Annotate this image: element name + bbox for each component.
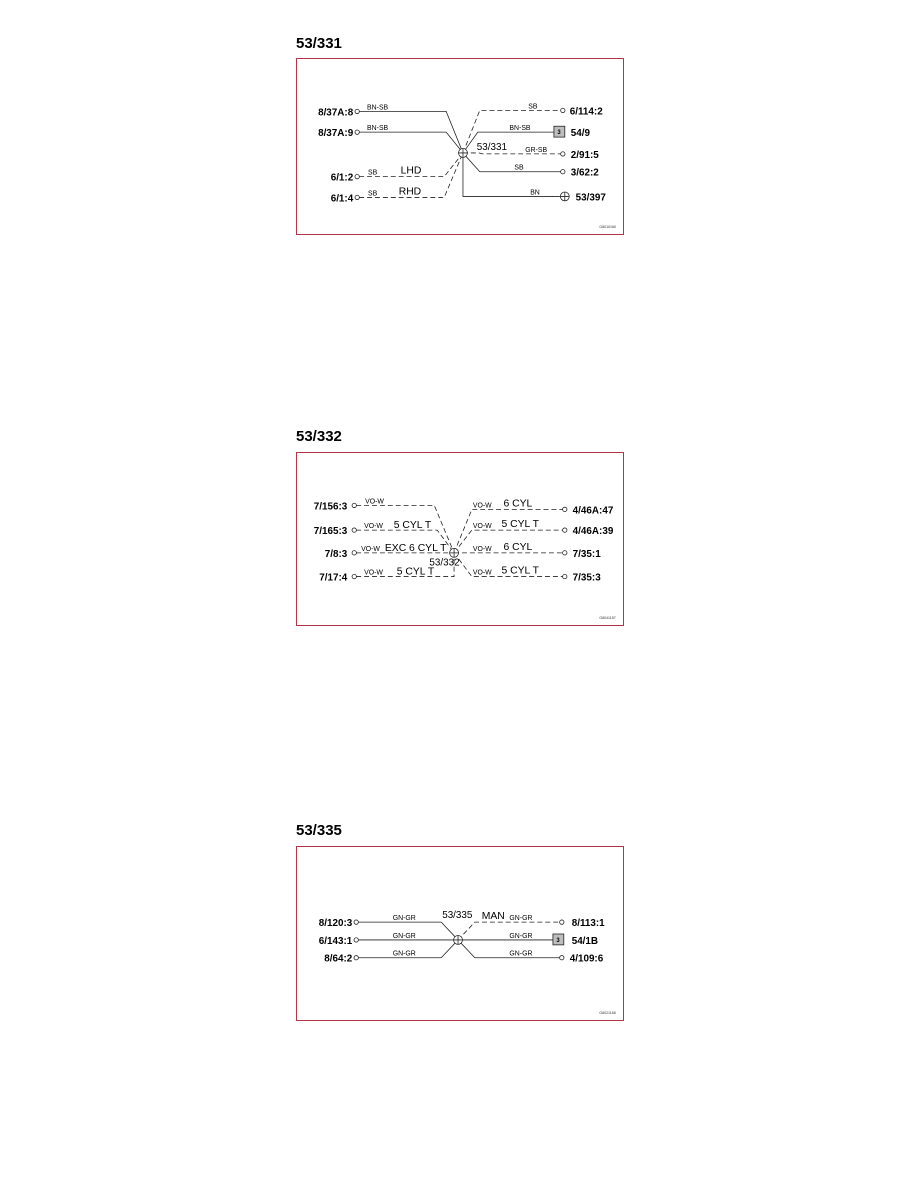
diagram-panel-53-332: [296, 452, 624, 626]
terminal-label: 4/46A:39: [572, 526, 614, 538]
terminal-label: 7/156:3: [313, 501, 348, 513]
wire-color-label: BN: [530, 189, 540, 197]
wiring-diagram-53-332: [297, 453, 623, 625]
pin-right-3: [561, 152, 565, 156]
wire-left-2: [359, 132, 463, 153]
pin-right-1: [563, 507, 567, 511]
wire-color-label: VO-W: [364, 523, 383, 531]
figure-code: G8010160: [599, 225, 616, 230]
pin-right-2: [563, 528, 567, 532]
terminal-label: 8/113:1: [571, 918, 605, 930]
wire-color-label: GN-GR: [509, 950, 533, 958]
wire-color-label: VO-W: [472, 523, 492, 531]
diagram-panel-53-335: [296, 846, 624, 1021]
figure-code: G8041157: [599, 616, 616, 621]
component-box-label: 3: [557, 130, 561, 137]
splice-node-icon: [454, 935, 463, 944]
wire-condition-note: 6 CYL: [503, 541, 533, 553]
wire-color-label: SB: [528, 103, 538, 111]
wire-color-label: VO-W: [364, 569, 383, 577]
terminal-label: 6/1:2: [330, 172, 354, 184]
pin-left-4: [355, 195, 359, 199]
wiring-diagram-53-335: [297, 847, 623, 1020]
terminal-label: 53/397: [575, 192, 606, 204]
wire-condition-note: EXC 6 CYL T: [384, 542, 447, 554]
wire-condition-note: MAN: [481, 911, 505, 923]
terminal-label: 6/1:4: [330, 193, 354, 205]
wire-color-label: GN-GR: [509, 932, 533, 940]
wire-color-label: VO-W: [472, 545, 492, 553]
terminal-label: 3/62:2: [570, 167, 599, 179]
pin-left-3: [352, 551, 356, 555]
wire-condition-note: 5 CYL T: [396, 566, 435, 578]
wire-color-label: BN-SB: [367, 125, 389, 133]
wire-color-label: VO-W: [365, 498, 384, 506]
diagram-title-53-332: 53/332: [296, 428, 342, 445]
terminal-label: 8/64:2: [324, 953, 353, 965]
splice-node-label: 53/331: [476, 141, 508, 153]
terminal-label: 6/143:1: [318, 935, 353, 947]
figure-code: G8021168: [599, 1011, 616, 1016]
wire-condition-note: LHD: [400, 165, 422, 177]
wire-condition-note: RHD: [398, 186, 422, 198]
splice-node-label: 53/332: [429, 557, 460, 569]
ground-point-53-397: [560, 192, 569, 201]
splice-node-label: 53/335: [442, 910, 473, 922]
splice-node-icon: [459, 148, 468, 157]
wire-condition-note: 6 CYL: [503, 498, 533, 510]
wire-color-label: VO-W: [472, 569, 492, 577]
terminal-label: 4/109:6: [569, 953, 604, 965]
terminal-label: 7/165:3: [313, 526, 348, 538]
wire-color-label: VO-W: [472, 502, 492, 510]
wire-right-4: [463, 153, 561, 172]
terminal-label: 7/35:1: [572, 548, 601, 560]
pin-left-2: [352, 528, 356, 532]
component-box-label: 3: [556, 937, 560, 944]
terminal-label: 7/8:3: [324, 548, 348, 560]
pin-left-3: [355, 174, 359, 178]
wire-right-5: [463, 153, 560, 197]
terminal-label: 8/120:3: [318, 918, 353, 930]
wire-color-label: GN-GR: [392, 950, 416, 958]
pin-right-4: [561, 170, 565, 174]
wire-color-label: GN-GR: [392, 932, 416, 940]
diagram-title-53-335: 53/335: [296, 822, 342, 839]
diagram-title-53-331: 53/331: [296, 35, 342, 52]
terminal-label: 8/37A:8: [318, 107, 354, 119]
wire-color-label: GN-GR: [509, 915, 533, 923]
pin-left-2: [355, 130, 359, 134]
wire-condition-note: 5 CYL T: [393, 520, 432, 532]
diagram-panel-53-331: [296, 58, 624, 235]
pin-left-3: [354, 956, 358, 960]
pin-left-2: [354, 938, 358, 942]
wire-condition-note: 5 CYL T: [501, 519, 539, 531]
terminal-label: 7/17:4: [319, 572, 348, 584]
wire-color-label: SB: [368, 190, 378, 198]
wire-color-label: VO-W: [361, 545, 380, 553]
terminal-label: 2/91:5: [570, 149, 599, 161]
wire-color-label: GR-SB: [525, 146, 548, 154]
wire-color-label: SB: [514, 164, 524, 172]
pin-right-3: [563, 551, 567, 555]
pin-right-4: [563, 574, 567, 578]
wire-color-label: SB: [368, 169, 378, 177]
terminal-label: 4/46A:47: [572, 505, 614, 517]
pin-left-1: [354, 920, 358, 924]
pin-left-4: [352, 574, 356, 578]
terminal-label: 7/35:3: [572, 572, 601, 584]
wire-color-label: BN-SB: [367, 104, 389, 112]
terminal-label: 6/114:2: [569, 106, 603, 118]
pin-right-1: [560, 920, 564, 924]
pin-right-1: [561, 108, 565, 112]
pin-left-1: [355, 109, 359, 113]
pin-right-3: [560, 956, 564, 960]
terminal-label: 54/9: [570, 128, 590, 140]
terminal-label: 54/1B: [571, 935, 599, 947]
splice-node-icon: [450, 548, 459, 557]
wire-color-label: GN-GR: [392, 915, 416, 923]
wire-color-label: BN-SB: [509, 125, 531, 133]
wire-condition-note: 5 CYL T: [501, 565, 539, 577]
pin-left-1: [352, 503, 356, 507]
wiring-diagram-53-331: [297, 59, 623, 234]
terminal-label: 8/37A:9: [318, 128, 354, 140]
